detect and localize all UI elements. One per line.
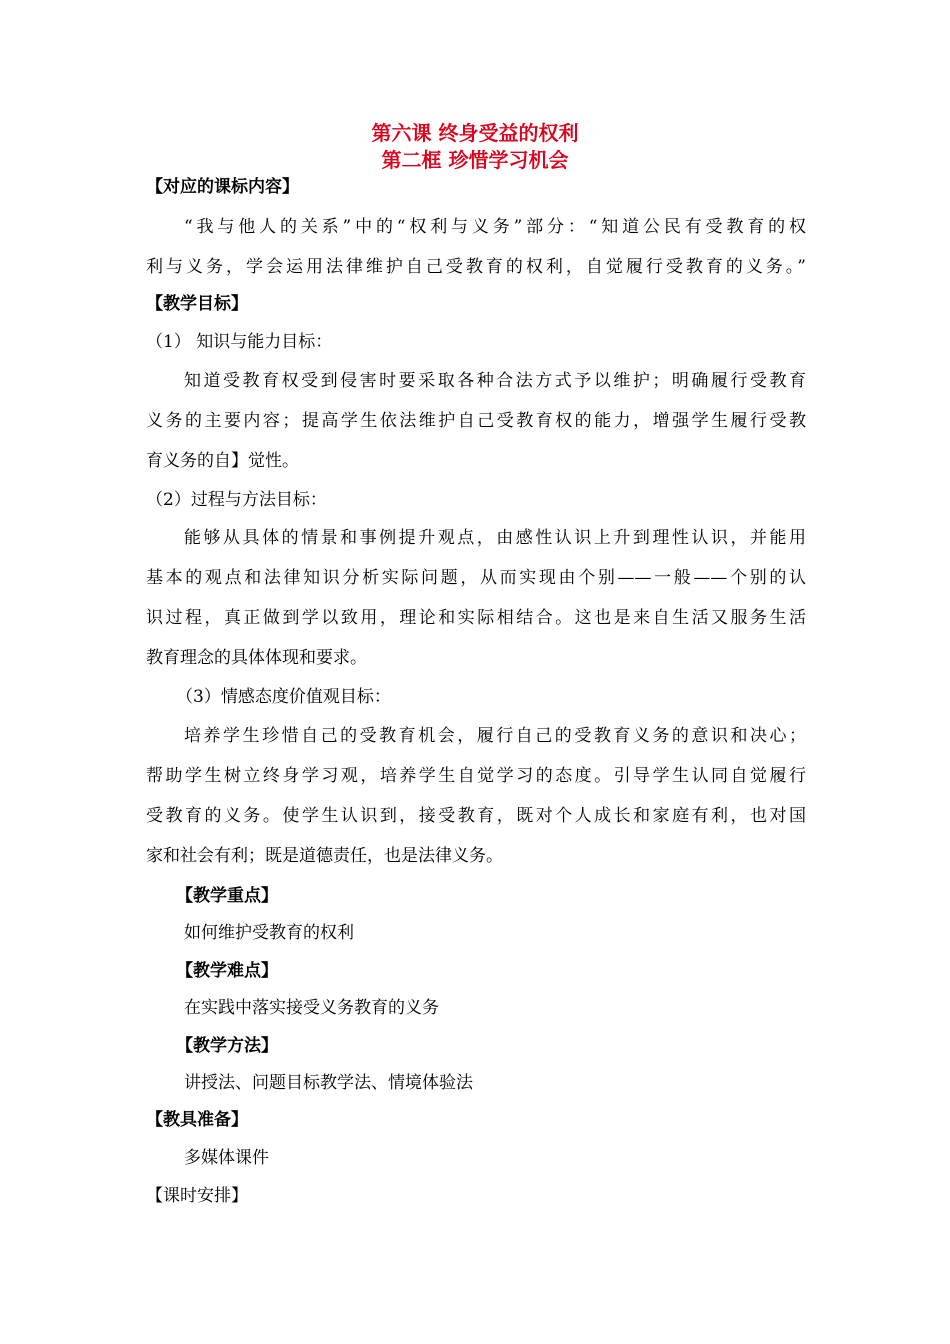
tools-text: 多媒体课件 <box>184 1148 269 1168</box>
objective-2-label: （2）过程与方法目标： <box>146 490 327 510</box>
objective-3-line-4: 家和社会有利；既是道德责任，也是法律义务。 <box>146 846 503 866</box>
tools-heading: 【教具准备】 <box>146 1110 248 1130</box>
objective-3-line-2: 帮助学生树立终身学习观，培养学生自觉学习的态度。引导学生认同自觉履行 <box>146 766 806 786</box>
objective-2-line-1: 能够从具体的情景和事例提升观点，由感性认识上升到理性认识，并能用 <box>184 528 806 548</box>
method-heading: 【教学方法】 <box>176 1036 278 1056</box>
section-title: 第二框 珍惜学习机会 <box>381 148 569 172</box>
objective-2-line-3: 识过程，真正做到学以致用，理论和实际相结合。这也是来自生活又服务生活 <box>146 608 806 628</box>
curriculum-line-2: 利与义务，学会运用法律维护自己受教育的权利，自觉履行受教育的义务。” <box>146 257 806 277</box>
key-point-text: 如何维护受教育的权利 <box>184 923 354 943</box>
key-point-heading: 【教学重点】 <box>176 886 278 906</box>
curriculum-heading: 【对应的课标内容】 <box>146 177 299 197</box>
schedule-heading: 【课时安排】 <box>146 1186 248 1206</box>
objective-1-line-3: 育义务的自】觉性。 <box>146 451 299 471</box>
objective-2-line-4: 教育理念的具体体现和要求。 <box>146 648 367 668</box>
objective-3-label: （3）情感态度价值观目标： <box>176 687 391 707</box>
objective-2-line-2: 基本的观点和法律知识分析实际问题，从而实现由个别——一般——个别的认 <box>146 568 806 588</box>
objective-3-line-3: 受教育的义务。使学生认识到，接受教育，既对个人成长和家庭有利，也对国 <box>146 806 806 826</box>
objective-1-label: （1） 知识与能力目标： <box>146 332 333 352</box>
lesson-title: 第六课 终身受益的权利 <box>371 121 579 145</box>
objective-1-line-2: 义务的主要内容；提高学生依法维护自己受教育权的能力，增强学生履行受教 <box>146 411 806 431</box>
difficulty-heading: 【教学难点】 <box>176 961 278 981</box>
objective-3-line-1: 培养学生珍惜自己的受教育机会，履行自己的受教育义务的意识和决心； <box>184 726 806 746</box>
difficulty-text: 在实践中落实接受义务教育的义务 <box>184 998 439 1018</box>
objectives-heading: 【教学目标】 <box>146 294 248 314</box>
curriculum-line-1: “我与他人的关系”中的“权利与义务”部分：“知道公民有受教育的权 <box>184 217 806 237</box>
objective-1-line-1: 知道受教育权受到侵害时要采取各种合法方式予以维护；明确履行受教育 <box>184 371 806 391</box>
method-text: 讲授法、问题目标教学法、情境体验法 <box>184 1073 473 1093</box>
